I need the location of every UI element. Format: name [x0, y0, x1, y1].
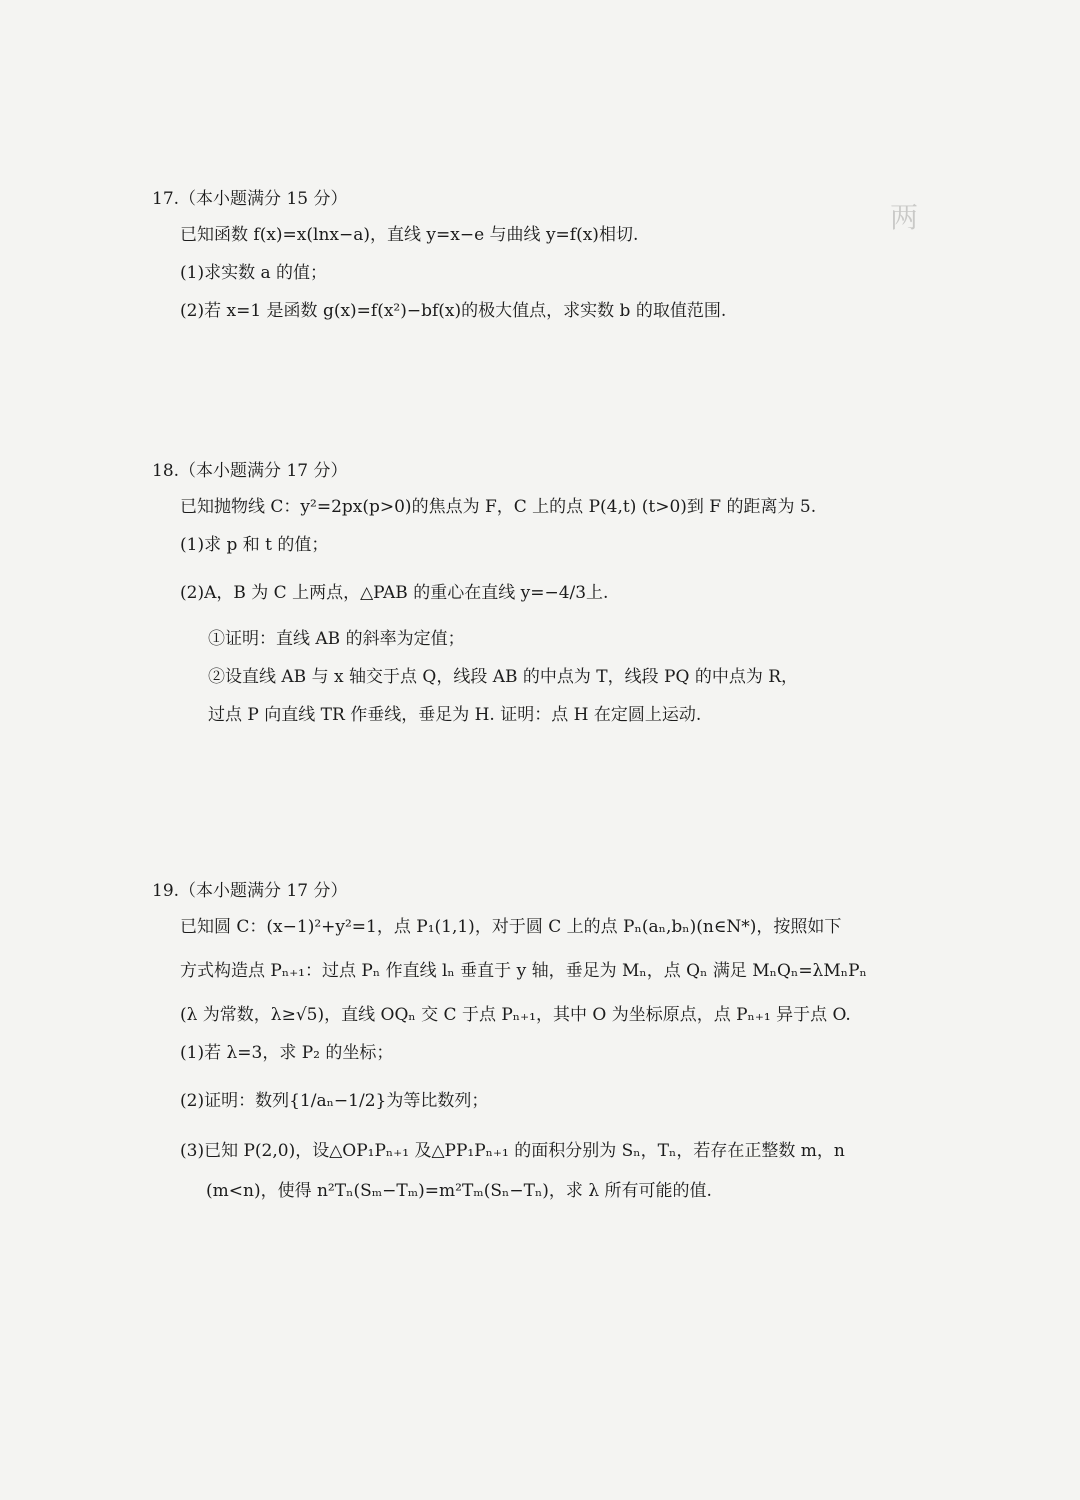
problem-17-part-2: (2)若 x=1 是函数 g(x)=f(x²)−bf(x)的极大值点，求实数 b 的取值范围. [180, 301, 727, 321]
problem-19 [152, 880, 912, 1202]
bleed-through-mark: 两 [890, 201, 919, 234]
problem-18-part-2-sub-2: ②设直线 AB 与 x 轴交于点 Q，线段 AB 的中点为 T，线段 PQ 的中点为 R， [208, 667, 799, 687]
problem-17-stem: 已知函数 f(x)=x(lnx−a)，直线 y=x−e 与曲线 y=f(x)相切. [180, 225, 639, 245]
problem-18-part-2-sub-2-cont: 过点 P 向直线 TR 作垂线，垂足为 H. 证明：点 H 在定圆上运动. [208, 705, 702, 725]
problem-19-header: 19.（本小题满分 17 分） [152, 881, 348, 901]
problem-18-part-2: (2)A，B 为 C 上两点，△PAB 的重心在直线 y=−4/3上. [180, 583, 609, 603]
problem-18-part-1: (1)求 p 和 t 的值； [180, 535, 329, 555]
problem-17 [152, 188, 912, 322]
problem-17-part-1: (1)求实数 a 的值； [180, 263, 328, 283]
problem-19-stem-2: 方式构造点 Pₙ₊₁：过点 Pₙ 作直线 lₙ 垂直于 y 轴，垂足为 Mₙ，点 Qₙ 满足 MₙQₙ=λMₙPₙ [180, 961, 867, 981]
problem-18-part-2-sub-1: ①证明：直线 AB 的斜率为定值； [208, 629, 465, 649]
problem-18-header: 18.（本小题满分 17 分） [152, 461, 348, 481]
problem-19-part-1: (1)若 λ=3，求 P₂ 的坐标； [180, 1043, 394, 1063]
problem-18 [152, 460, 912, 726]
problem-18-stem: 已知抛物线 C：y²=2px(p>0)的焦点为 F，C 上的点 P(4,t) (t>0)到 F 的距离为 5. [180, 497, 817, 517]
problem-19-part-3: (3)已知 P(2,0)，设△OP₁Pₙ₊₁ 及△PP₁Pₙ₊₁ 的面积分别为 Sₙ，Tₙ，若存在正整数 m，n [180, 1141, 845, 1161]
problem-17-header: 17.（本小题满分 15 分） [152, 189, 348, 209]
problem-19-stem-3: (λ 为常数，λ≥√5)，直线 OQₙ 交 C 于点 Pₙ₊₁，其中 O 为坐标原点，点 Pₙ₊₁ 异于点 O. [180, 1005, 851, 1025]
problem-19-stem-1: 已知圆 C：(x−1)²+y²=1，点 P₁(1,1)，对于圆 C 上的点 Pₙ(aₙ,bₙ)(n∈N*)，按照如下 [180, 917, 842, 937]
problem-19-part-3-cont: (m<n)，使得 n²Tₙ(Sₘ−Tₘ)=m²Tₘ(Sₙ−Tₙ)，求 λ 所有可能的值. [206, 1181, 712, 1201]
problem-19-part-2: (2)证明：数列{1/aₙ−1/2}为等比数列； [180, 1091, 489, 1111]
